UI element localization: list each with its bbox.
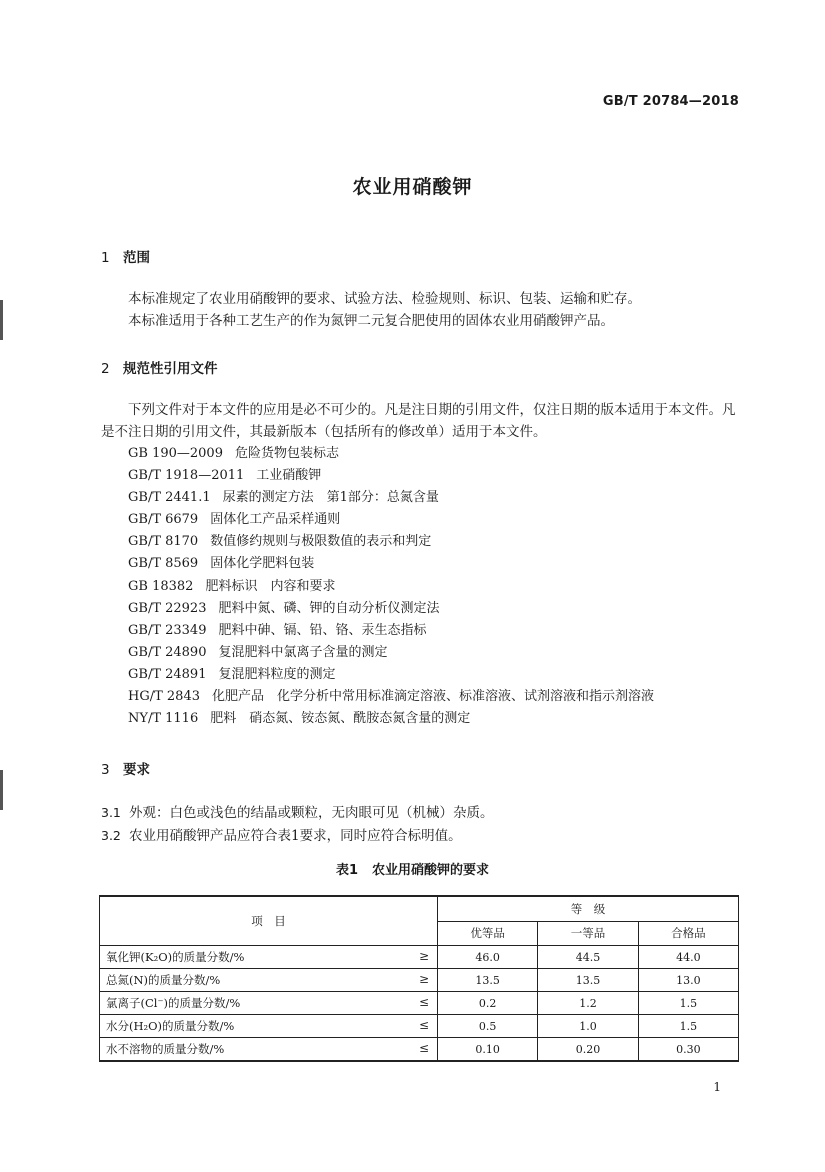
reference-title: 复混肥料中氯离子含量的测定 xyxy=(218,644,388,660)
table-row xyxy=(100,969,739,992)
item-label: 总氮(N)的质量分数/% xyxy=(106,973,221,987)
value-cell: 1.5 xyxy=(638,992,738,1015)
comparison-operator: ≤ xyxy=(418,995,429,1009)
clause-compliance xyxy=(101,824,462,844)
table-caption-title: 农业用硝酸钾的要求 xyxy=(372,863,490,878)
reference-item xyxy=(128,576,654,598)
item-label: 水分(H₂O)的质量分数/% xyxy=(106,1019,235,1033)
reference-title: 肥料标识 内容和要求 xyxy=(205,578,336,594)
section-title: 规范性引用文件 xyxy=(123,361,218,377)
reference-code: GB 18382 xyxy=(128,578,194,594)
requirements-table xyxy=(99,895,739,1062)
scan-edge-mark xyxy=(0,300,3,340)
table-row xyxy=(100,992,739,1015)
reference-title: 肥料 硝态氮、铵态氮、酰胺态氮含量的测定 xyxy=(210,711,471,727)
reference-code: GB 190—2009 xyxy=(128,446,223,461)
clause-text: 外观：白色或浅色的结晶或颗粒，无肉眼可见（机械）杂质。 xyxy=(129,805,494,821)
reference-title: 复混肥料粒度的测定 xyxy=(218,666,336,682)
section-title: 要求 xyxy=(123,762,150,778)
reference-title: 固体化学肥料包装 xyxy=(210,556,315,572)
reference-title: 数值修约规则与极限数值的表示和判定 xyxy=(210,534,432,550)
reference-item xyxy=(128,531,654,553)
reference-code: NY/T 1116 xyxy=(128,711,199,727)
row-item xyxy=(100,1015,438,1038)
clause-appearance xyxy=(101,801,494,821)
reference-code: GB/T 24891 xyxy=(128,666,207,682)
value-cell: 13.5 xyxy=(538,969,638,992)
reference-code: GB/T 1918—2011 xyxy=(128,468,245,484)
section-number: 1 xyxy=(101,250,110,266)
item-label: 氧化钾(K₂O)的质量分数/% xyxy=(106,950,245,964)
reference-item xyxy=(128,708,654,730)
reference-item xyxy=(128,686,654,708)
section-heading-scope xyxy=(101,246,150,266)
reference-item xyxy=(128,598,654,620)
value-cell: 13.0 xyxy=(638,969,738,992)
reference-item xyxy=(128,620,654,642)
value-cell: 1.5 xyxy=(638,1015,738,1038)
comparison-operator: ≤ xyxy=(418,1018,429,1032)
row-item xyxy=(100,1038,438,1062)
reference-item xyxy=(128,487,654,509)
value-cell: 13.5 xyxy=(438,969,538,992)
table-row xyxy=(100,946,739,969)
value-cell: 0.5 xyxy=(438,1015,538,1038)
clause-text: 农业用硝酸钾产品应符合表1要求，同时应符合标明值。 xyxy=(129,828,462,844)
table-row xyxy=(100,1015,739,1038)
reference-title: 肥料中氮、磷、钾的自动分析仪测定法 xyxy=(218,600,440,616)
document-title: 农业用硝酸钾 xyxy=(352,176,473,198)
reference-code: GB/T 8170 xyxy=(128,534,199,550)
item-label: 水不溶物的质量分数/% xyxy=(106,1042,225,1056)
row-item xyxy=(100,946,438,969)
value-cell: 1.2 xyxy=(538,992,638,1015)
header-grade-superior: 优等品 xyxy=(438,921,538,945)
reference-title: 工业硝酸钾 xyxy=(256,468,322,484)
header-item: 项 目 xyxy=(100,896,438,946)
comparison-operator: ≥ xyxy=(418,949,429,963)
reference-title: 固体化工产品采样通则 xyxy=(210,512,341,528)
row-item xyxy=(100,969,438,992)
section-number: 2 xyxy=(101,361,110,377)
standard-code: GB/T 20784—2018 xyxy=(602,94,739,109)
value-cell: 0.2 xyxy=(438,992,538,1015)
reference-item xyxy=(128,509,654,531)
reference-code: GB/T 2441.1 xyxy=(128,490,211,506)
reference-code: GB/T 6679 xyxy=(128,512,199,528)
header-grade: 等 级 xyxy=(438,896,739,921)
scope-paragraph: 本标准适用于各种工艺生产的作为氮钾二元复合肥使用的固体农业用硝酸钾产品。 xyxy=(128,313,614,329)
scope-paragraph: 本标准规定了农业用硝酸钾的要求、试验方法、检验规则、标识、包装、运输和贮存。 xyxy=(128,291,641,307)
table-header-row xyxy=(100,896,739,921)
scan-edge-mark xyxy=(0,770,3,810)
value-cell: 1.0 xyxy=(538,1015,638,1038)
value-cell: 44.0 xyxy=(638,946,738,969)
clause-number: 3.1 xyxy=(101,805,121,820)
reference-code: GB/T 22923 xyxy=(128,600,207,616)
section-title: 范围 xyxy=(123,250,150,266)
section-heading-normative-references xyxy=(101,357,218,377)
table-number: 表1 xyxy=(335,863,359,878)
comparison-operator: ≤ xyxy=(418,1041,429,1055)
reference-code: HG/T 2843 xyxy=(128,689,200,705)
comparison-operator: ≥ xyxy=(418,972,429,986)
reference-item xyxy=(128,443,654,465)
value-cell: 46.0 xyxy=(438,946,538,969)
reference-item xyxy=(128,553,654,575)
reference-code: GB/T 23349 xyxy=(128,622,207,638)
references-intro-paragraph: 下列文件对于本文件的应用是必不可少的。凡是注日期的引用文件，仅注日期的版本适用于本文件。凡是不注日期的引用文件，其最新版本（包括所有的修改单）适用于本文件。 xyxy=(101,402,736,440)
header-grade-qualified: 合格品 xyxy=(638,921,738,945)
reference-code: GB/T 8569 xyxy=(128,556,199,572)
header-grade-first: 一等品 xyxy=(538,921,638,945)
table-row xyxy=(100,1038,739,1062)
section-heading-requirements xyxy=(101,758,150,778)
reference-title: 尿素的测定方法 第1部分：总氮含量 xyxy=(222,490,439,506)
reference-item xyxy=(128,664,654,686)
value-cell: 0.10 xyxy=(438,1038,538,1062)
reference-item xyxy=(128,642,654,664)
reference-item xyxy=(128,465,654,487)
reference-title: 化肥产品 化学分析中常用标准滴定溶液、标准溶液、试剂溶液和指示剂溶液 xyxy=(212,689,655,705)
item-label: 氯离子(Cl⁻)的质量分数/% xyxy=(106,996,241,1010)
reference-code: GB/T 24890 xyxy=(128,644,207,660)
page-number: 1 xyxy=(713,1080,721,1094)
value-cell: 44.5 xyxy=(538,946,638,969)
reference-list xyxy=(128,443,654,730)
value-cell: 0.20 xyxy=(538,1038,638,1062)
value-cell: 0.30 xyxy=(638,1038,738,1062)
clause-number: 3.2 xyxy=(101,828,121,843)
row-item xyxy=(100,992,438,1015)
reference-title: 危险货物包装标志 xyxy=(234,446,339,461)
reference-title: 肥料中砷、镉、铅、铬、汞生态指标 xyxy=(218,622,427,638)
table-caption xyxy=(0,859,825,878)
section-number: 3 xyxy=(101,762,110,778)
